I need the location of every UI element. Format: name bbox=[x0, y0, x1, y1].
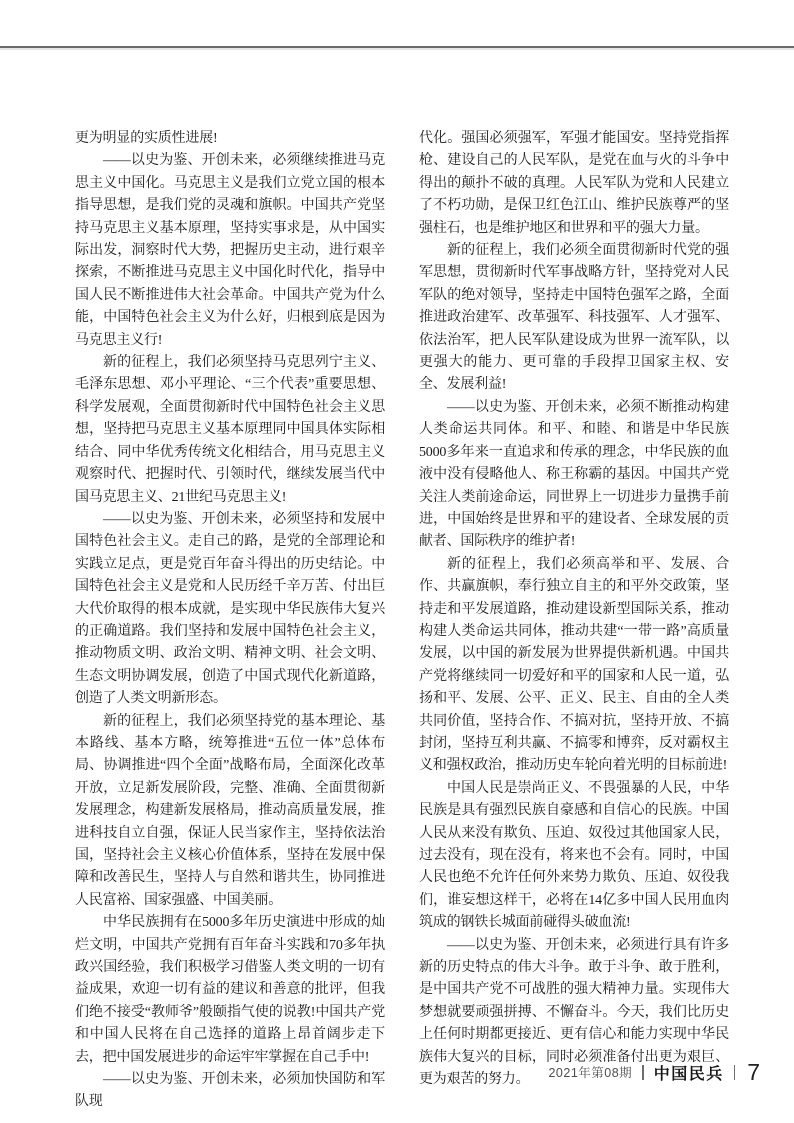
paragraph: 新的征程上，我们必须高举和平、发展、合作、共赢旗帜，奉行独立自主的和平外交政策，坚持走和平发展道路，推动建设新型国际关系，推动构建人类命运共同体，推动共建“一带一路”高质量发展，以中国的新发展为世界提供新机遇。中国共产党将继续同一切爱好和平的国家和人民一道，弘扬和平、发展、公平、正义、民主、自由的全人类共同价值，坚持合作、不搞对抗，坚持开放、不搞封闭，坚持互利共赢、不搞零和博弈，反对霸权主义和强权政治，推动历史车轮向着光明的目标前进! bbox=[419, 556, 729, 774]
issue-label: 2021年第08期 bbox=[548, 1066, 633, 1080]
footer-divider bbox=[642, 1065, 644, 1080]
paragraph: 新的征程上，我们必须全面贯彻新时代党的强军思想，贯彻新时代军事战略方针，坚持党对人民军队的绝对领导，坚持走中国特色强军之路，全面推进政治建军、改革强军、科技强军、人才强军、依法治军，把人民军队建设成为世界一流军队，以更强大的能力、更可靠的手段捍卫国家主权、安全、发展利益! bbox=[419, 243, 729, 393]
page-number: 7 bbox=[747, 1058, 760, 1085]
paragraph: 中华民族拥有在5000多年历史演进中形成的灿烂文明，中国共产党拥有百年奋斗实践和70多年执政兴国经验，我们积极学习借鉴人类文明的一切有益成果，欢迎一切有益的建议和善意的批评，但我们绝不接受“教师爷”般颐指气使的说教!中国共产党和中国人民将在自己选择的道路上昂首阔步走下去，把中国发展进步的命运牢牢掌握在自己手中! bbox=[75, 915, 385, 1065]
paragraph: ——以史为鉴、开创未来，必须坚持和发展中国特色社会主义。走自己的路，是党的全部理论和实践立足点，更是党百年奋斗得出的历史结论。中国特色社会主义是党和人民历经千辛万苦、付出巨大代价取得的根本成就，是实现中华民族伟大复兴的正确道路。我们坚持和发展中国特色社会主义，推动物质文明、政治文明、精神文明、社会文明、生态文明协调发展，创造了中国式现代化新道路，创造了人类文明新形态。 bbox=[75, 511, 385, 707]
paragraph: 新的征程上，我们必须坚持党的基本理论、基本路线、基本方略，统筹推进“五位一体”总体布局、协调推进“四个全面”战略布局，全面深化改革开放，立足新发展阶段，完整、准确、全面贯彻新发展理念，构建新发展格局，推动高质量发展，推进科技自立自强，保证人民当家作主，坚持依法治国，坚持社会主义核心价值体系，坚持在发展中保障和改善民生，坚持人与自然和谐共生，协同推进人民富裕、国家强盛、中国美丽。 bbox=[75, 713, 385, 908]
paragraph: ——以史为鉴、开创未来，必须继续推进马克思主义中国化。马克思主义是我们立党立国的根本指导思想，是我们党的灵魂和旗帜。中国共产党坚持马克思主义基本原理，坚持实事求是，从中国实际出发，洞察时代大势，把握历史主动，进行艰辛探索，不断推进马克思主义中国化时代化，指导中国人民不断推进伟大社会革命。中国共产党为什么能，中国特色社会主义为什么好，归根到底是因为马克思主义行! bbox=[75, 153, 385, 348]
paragraph: 中国人民是崇尚正义、不畏强暴的人民，中华民族是具有强烈民族自豪感和自信心的民族。中国人民从来没有欺负、压迫、奴役过其他国家人民，过去没有，现在没有，将来也不会有。同时，中国人民也绝不允许任何外来势力欺负、压迫、奴役我们，谁妄想这样干，必将在14亿多中国人民用血肉筑成的钢铁长城面前碰得头破血流! bbox=[419, 780, 729, 931]
magazine-title: 中国民兵 bbox=[653, 1065, 724, 1083]
paragraph: ——以史为鉴、开创未来，必须进行具有许多新的历史特点的伟大斗争。敢于斗争、敢于胜利，是中国共产党不可战胜的强大精神力量。实现伟大梦想就要顽强拼搏、不懈奋斗。今天，我们比历史上任何时期都更接近、更有信心和能力实现中华民族伟大复兴的目标，同时必须准备付出更为艰巨、更为艰苦的努力。 bbox=[419, 937, 729, 1088]
paragraph: 新的征程上，我们必须坚持马克思列宁主义、毛泽东思想、邓小平理论、“三个代表”重要思想、科学发展观，全面贯彻新时代中国特色社会主义思想，坚持把马克思主义基本原理同中国具体实际相结合、同中华优秀传统文化相结合，用马克思主义观察时代、把握时代、引领时代，继续发展当代中国马克思主义、21世纪马克思主义! bbox=[75, 355, 385, 505]
paragraph: ——以史为鉴、开创未来，必须不断推动构建人类命运共同体。和平、和睦、和谐是中华民族5000多年来一直追求和传承的理念，中华民族的血液中没有侵略他人、称王称霸的基因。中国共产党关注人类前途命运，同世界上一切进步力量携手前进，中国始终是世界和平的建设者、全球发展的贡献者、国际秩序的维护者! bbox=[419, 399, 729, 550]
paragraph: ——以史为鉴、开创未来，必须加快国防和军队现 bbox=[75, 1072, 385, 1110]
paragraph: 代化。强国必须强军，军强才能国安。坚持党指挥枪、建设自己的人民军队，是党在血与火的斗争中得出的颠扑不破的真理。人民军队为党和人民建立了不朽功勋，是保卫红色江山、维护民族尊严的坚强柱石，也是维护地区和世界和平的强大力量。 bbox=[419, 131, 729, 236]
paragraph: 更为明显的实质性进展! bbox=[75, 131, 218, 146]
header-rule bbox=[0, 46, 794, 48]
page-footer bbox=[548, 1057, 760, 1087]
text-column-left bbox=[75, 128, 385, 1114]
footer-divider bbox=[734, 1065, 736, 1080]
text-column-right bbox=[419, 128, 729, 1091]
